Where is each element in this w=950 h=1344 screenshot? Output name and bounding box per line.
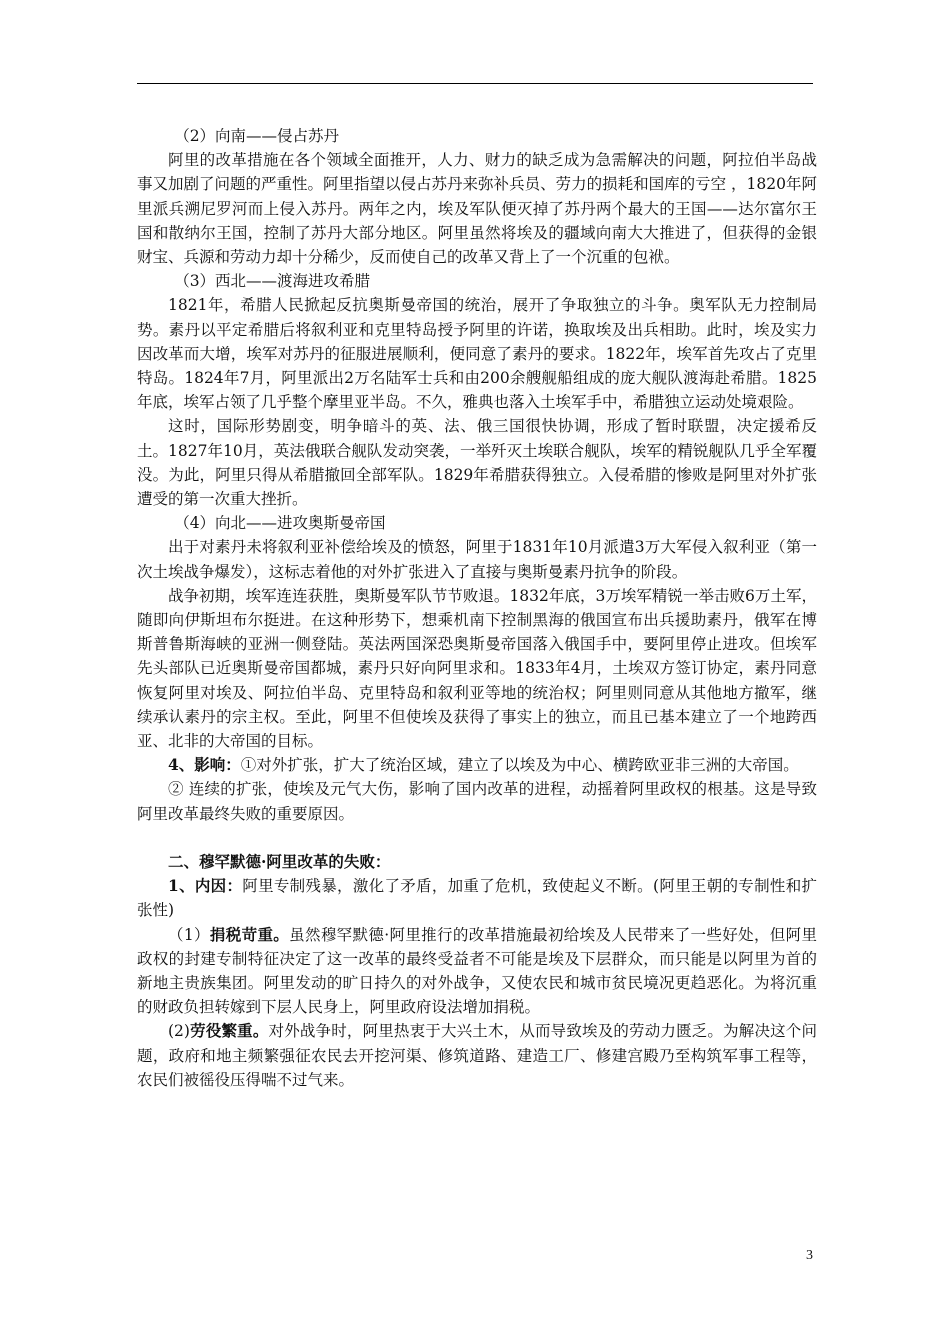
page-number: 3 bbox=[806, 1248, 813, 1263]
labor-paragraph bbox=[137, 1019, 817, 1092]
paragraph-northwest-2: 这时，国际形势剧变，明争暗斗的英、法、俄三国很快协调，形成了暂时联盟，决定援希反土。1827年10月，英法俄联合舰队发动突袭，一举歼灭土埃联合舰队，埃军的精锐舰队几乎全军覆没。为此，阿里只得从希腊撤回全部军队。1829年希腊获得独立。入侵希腊的惨败是阿里对外扩张遭受的第一次重大挫折。 bbox=[137, 417, 817, 509]
section-heading-south: （2）向南——侵占苏丹 bbox=[174, 127, 340, 145]
labor-text: 对外战争时，阿里热衷于大兴土木，从而导致埃及的劳动力匮乏。为解决这个问题，政府和地主频繁强征农民去开挖河渠、修筑道路、建造工厂、修建宫殿乃至构筑军事工程等，农民们被徭役压得喘不过气来。 bbox=[137, 1022, 817, 1089]
internal-cause-paragraph bbox=[137, 874, 817, 922]
paragraph-south: 阿里的改革措施在各个领域全面推开，人力、财力的缺乏成为急需解决的问题，阿拉伯半岛战事又加剧了问题的严重性。阿里指望以侵占苏丹来弥补兵员、劳力的损耗和国库的亏空 ，1820年阿里派兵溯尼罗河而上侵入苏丹。两年之内，埃及军队便灭掉了苏丹两个最大的王国——达尔富尔王国和散纳尔王国，控制了苏丹大部分地区。阿里虽然将埃及的疆域向南大大推进了，但获得的金银财宝、兵源和劳动力却十分稀少，反而使自己的改革又背上了一个沉重的包袱。 bbox=[137, 151, 817, 267]
impact-paragraph bbox=[137, 753, 817, 777]
tax-label: 捐税苛重。 bbox=[209, 924, 290, 944]
labor-number: (2) bbox=[168, 1022, 190, 1041]
paragraph-northwest-1: 1821年，希腊人民掀起反抗奥斯曼帝国的统治，展开了争取独立的斗争。奥军队无力控制局势。素丹以平定希腊后将叙利亚和克里特岛授予阿里的许诺，换取埃及出兵相助。此时，埃及实力因改革而大增，埃军对苏丹的征服进展顺利，便同意了素丹的要求。1822年，埃军首先攻占了克里特岛。1824年7月，阿里派出2万名陆军士兵和由200余艘舰船组成的庞大舰队渡海赴希腊。1825年底，埃军占领了几乎整个摩里亚半岛。不久，雅典也落入土埃军手中，希腊独立运动处境艰险。 bbox=[137, 296, 817, 412]
internal-cause-text: 阿里专制残暴，激化了矛盾，加重了危机，致使起义不断。(阿里王朝的专制性和扩张性) bbox=[137, 877, 817, 920]
section-heading-northwest: （3）西北——渡海进攻希腊 bbox=[174, 272, 371, 291]
tax-number: （1） bbox=[168, 925, 210, 944]
impact-point-2: ② 连续的扩张，使埃及元气大伤，影响了国内改革的进程，动摇着阿里政权的根基。这是导致阿里改革最终失败的重要原因。 bbox=[137, 780, 817, 823]
internal-cause-label: 1、内因： bbox=[168, 876, 243, 896]
section-gap bbox=[137, 826, 817, 850]
tax-paragraph bbox=[137, 923, 817, 1020]
section-heading-north: （4）向北——进攻奥斯曼帝国 bbox=[174, 514, 386, 533]
impact-label: 4、影响： bbox=[168, 755, 241, 775]
header-rule bbox=[137, 83, 813, 84]
document-body bbox=[137, 124, 817, 1092]
tax-text: 虽然穆罕默德·阿里推行的改革措施最初给埃及人民带来了一些好处，但阿里政权的封建专制特征决定了这一改革的最终受益者不可能是埃及下层群众，而只能是以阿里为首的新地主贵族集团。阿里发动的旷日持久的对外战争，又使农民和城市贫民境况更趋恶化。为将沉重的财政负担转嫁到下层人民身上，阿里政府设法增加捐税。 bbox=[137, 925, 817, 1017]
paragraph-north-1: 出于对素丹未将叙利亚补偿给埃及的愤怒，阿里于1831年10月派遣3万大军侵入叙利亚（第一次土埃战争爆发），这标志着他的对外扩张进入了直接与奥斯曼素丹抗争的阶段。 bbox=[137, 538, 817, 581]
failure-section-title: 二、穆罕默德·阿里改革的失败： bbox=[168, 851, 391, 871]
paragraph-north-2: 战争初期，埃军连连获胜，奥斯曼军队节节败退。1832年底，3万埃军精锐一举击败6万土军，随即向伊斯坦布尔挺进。在这种形势下，想乘机南下控制黑海的俄国宣布出兵援助素丹，俄军在博斯普鲁斯海峡的亚洲一侧登陆。英法两国深恐奥斯曼帝国落入俄国手中，要阿里停止进攻。但埃军先头部队已近奥斯曼帝国都城，素丹只好向阿里求和。1833年4月，土埃双方签订协定，素丹同意恢复阿里对埃及、阿拉伯半岛、克里特岛和叙利亚等地的统治权；阿里则同意从其他地方撤军，继续承认素丹的宗主权。至此，阿里不但使埃及获得了事实上的独立，而且已基本建立了一个地跨西亚、北非的大帝国的目标。 bbox=[137, 586, 817, 751]
impact-point-1: ①对外扩张，扩大了统治区域，建立了以埃及为中心、横跨欧亚非三洲的大帝国。 bbox=[240, 756, 799, 775]
labor-label: 劳役繁重。 bbox=[189, 1021, 269, 1041]
